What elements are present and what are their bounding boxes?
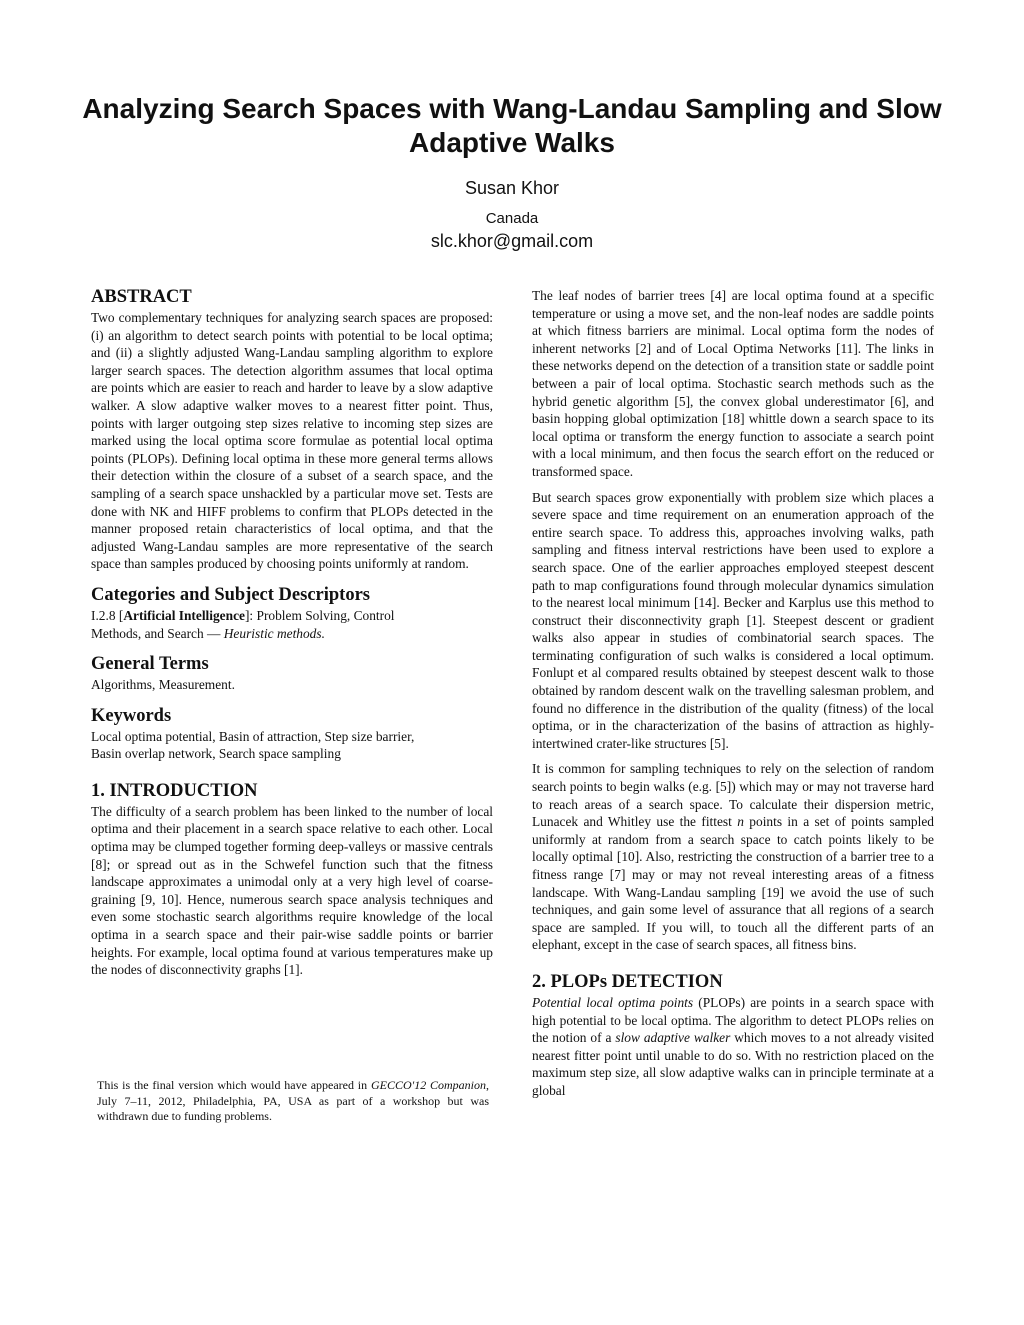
author-name: Susan Khor <box>464 178 560 198</box>
right-para-1: The leaf nodes of barrier trees [4] are local optima found at a specific temperature or using a move set, and the non-leaf nodes are saddle points at which fitness barriers are minimal. Local optima form the nodes of inherent networks [2] and of Local Optima Networks [11]. The links in these networks depend on the detection of a transition state or saddle point between a pair of local optima. Stochastic search methods such as the hybrid genetic algorithm [5], the convex global underestimator [6], and basin hopping global optimization [18] whittle down a search space to its local optima or transform the energy function to associate a search point with a local minimum, and then focus the search effort on the reduced or transformed space. <box>532 288 934 479</box>
plops-italic-2: slow adaptive walker <box>615 1030 731 1046</box>
category-line2: Methods, and Search — <box>91 625 224 641</box>
keywords-text <box>91 728 493 763</box>
plops-heading: 2. PLOPs DETECTION <box>532 971 723 992</box>
keywords-line1: Local optima potential, Basin of attraction, Step size barrier, <box>91 728 415 744</box>
para3-after: points in a set of points sampled uniformly at random from a search space to catch points likely to be locally optimal [10]. Also, restricting the construction of a barrier tree to a fitness range [7] may or may not reveal interesting areas of a fitness landscape. With Wang-Landau sampling [19] we avoid the use of such techniques, and gain some level of assurance that all regions of a search space are sampled. If you will, to touch all the different parts of an elephant, except in the case of search spaces, all fitness bins. <box>532 814 934 953</box>
category-code: I.2.8 [ <box>91 607 124 623</box>
plops-text-2: which moves to a not already visited nearest fitter point until unable to do so. With no restriction placed on the maximum step size, all slow adaptive walks can in principle terminate at a global <box>532 1030 934 1098</box>
footnote <box>97 1078 489 1125</box>
keywords-line2: Basin overlap network, Search space sampling <box>91 746 341 762</box>
footnote-before: This is the final version which would have appeared in <box>97 1078 371 1092</box>
general-terms-heading: General Terms <box>91 654 209 675</box>
introduction-text: The difficulty of a search problem has been linked to the number of local optima and their placement in a search space relative to each other. Local optima may be clumped together forming deep-valleys or massive centrals [8]; or spread out as in the Schwefel function such that the fitness landscape approximates a unimodal only at a very high level of coarse-graining [9, 10]. Hence, numerous search space analysis techniques and even some stochastic search algorithms require knowledge of the local optima in a search space and their pair-wise saddle points or barrier heights. For example, local optima found at various temperatures make up the nodes of disconnectivity graphs [1]. <box>91 803 493 978</box>
paper-title: Analyzing Search Spaces with Wang-Landau Sampling and Slow Adaptive Walks <box>82 93 942 158</box>
category-italic: Heuristic methods. <box>223 625 325 641</box>
general-terms-text: Algorithms, Measurement. <box>91 677 235 693</box>
introduction-heading: 1. INTRODUCTION <box>91 780 258 801</box>
footnote-after: , July 7–11, 2012, Philadelphia, PA, USA as part of a workshop but was withdrawn due to funding problems. <box>97 1078 489 1123</box>
abstract-heading: ABSTRACT <box>91 287 192 307</box>
categories-text <box>91 607 493 642</box>
left-column <box>91 287 493 979</box>
plops-italic-1: Potential local optima points <box>532 994 694 1010</box>
right-para-3 <box>532 760 934 954</box>
author-email: slc.khor@gmail.com <box>430 231 594 251</box>
para3-before: It is common for sampling techniques to rely on the selection of random search points to begin walks (e.g. [5]) which may or may not traverse hard to reach areas of a search space. To calculate their dispersion metric, Lunacek and Whitley use the fittest <box>532 761 934 830</box>
abstract-text: Two complementary techniques for analyzing search spaces are proposed: (i) an algorithm to detect search points with potential to be local optima; and (ii) a slightly adjusted Wang-Landau sampling algorithm to explore larger search spaces. The detection algorithm assumes that local optima are points which are easier to reach and harder to leave by a slow adaptive walker. A slow adaptive walker moves to a nearest fitter point. Thus, points with larger outgoing step sizes relative to incoming step sizes are marked using the local optima score formulae as potential local optima points (PLOPs). Defining local optima in these more general terms allows their detection within the closure of a subset of a search space, and the sampling of a search space unshackled by a particular move set. Tests are done with NK and HIFF problems to confirm that PLOPs detected in the manner proposed retain characteristics of local optima, and that the adjusted Wang-Landau samples are more representative of the search space than samples produced by choosing points uniformly at random. <box>91 310 493 572</box>
footnote-venue: GECCO'12 Companion <box>370 1078 486 1092</box>
author-affiliation: Canada <box>485 210 539 227</box>
right-para-2: But search spaces grow exponentially with problem size which places a severe space and time requirement on an enumeration approach of the entire search space. To address this, approaches involving walks, path sampling and fitness interval restrictions have been used to explore a search space. One of the earlier approaches employed steepest descent path to map configurations found through molecular dynamics simulation to the nearest local minimum [14]. Becker and Karplus use this method to construct their disconnectivity graph [1]. Steepest descent or gradient walks also appear in studies of combinatorial search spaces. The terminating configuration of such walks is considered a local optimum. Fonlupt et al compared results obtained by steepest descent walk to those obtained by random descent walk on the travelling salesman problem, and found no difference in the distribution of the quality (fitness) of the local optima, or in the characterization of the basins of attraction as highly-intertwined crater-like structures [5]. <box>532 489 934 751</box>
categories-heading: Categories and Subject Descriptors <box>91 584 370 605</box>
plops-text-1: (PLOPs) are points in a search space with high potential to be local optima. The algorithm to detect PLOPs relies on the notion of a <box>532 994 935 1046</box>
right-column <box>532 287 934 1100</box>
plops-text <box>532 994 934 1100</box>
keywords-heading: Keywords <box>91 705 172 726</box>
para3-n: n <box>737 814 744 830</box>
category-term: Artificial Intelligence <box>123 607 245 623</box>
category-rest: ]: Problem Solving, Control <box>244 607 395 623</box>
